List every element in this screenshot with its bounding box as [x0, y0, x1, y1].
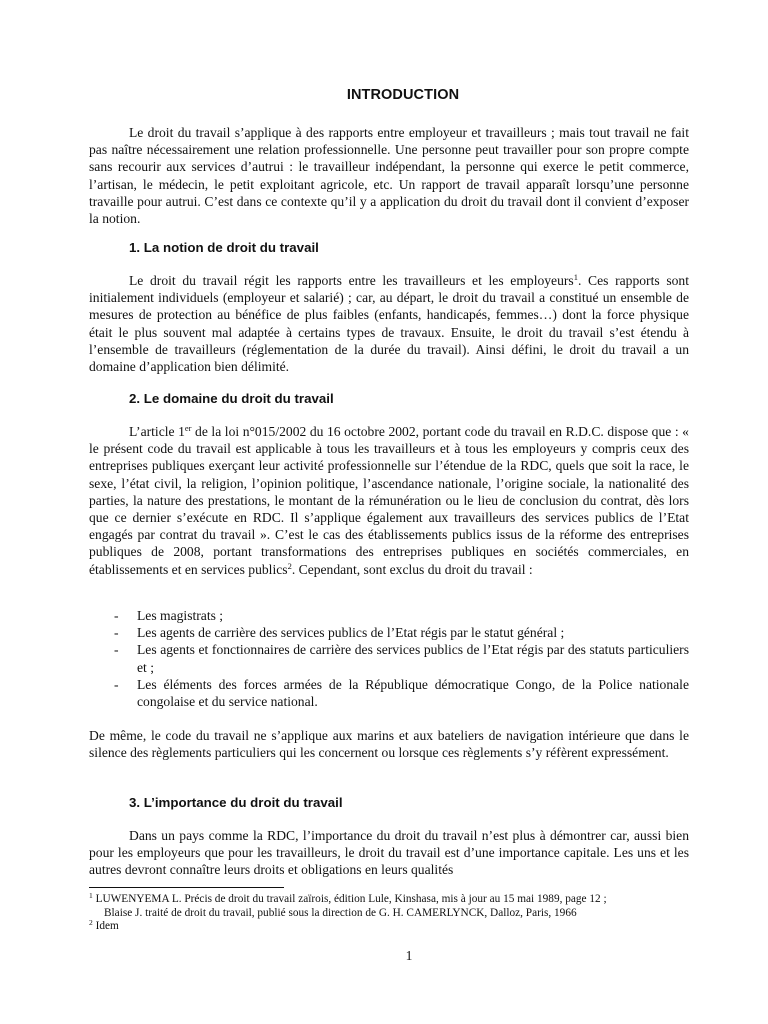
- footnote-2: [89, 920, 709, 934]
- footnote-2-text: Idem: [92, 920, 119, 933]
- domaine-text-middle: de la loi n°015/2002 du 16 octobre 2002, portant code du travail en R.D.C. dispose que : « le présent code du travail est applicable à tous les travailleurs et à tous les employeurs y compris ceux des entreprises publiques exerçant leur activité professionnelle sur l’étendue de la RDC, quels que soit la race, le sexe, l’état civil, la religion, l’opinion politique, l’ascendance nationale, l’origine sociale, la nationalité des parties, la nature des prestations, le montant de la rémunération ou le lieu de conclusion du contrat, dès lors que ce dernier s’exécute en RDC. Il s’applique également aux travailleurs des services publics de l’Etat engagés par contrat du travail ». C’est le cas des établissements publics issus de la réforme des entreprises publiques de 2008, portant transformations des entreprises publiques en sociétés commerciales, en établissements et en services publics: [89, 424, 689, 577]
- notion-text-start: Le droit du travail régit les rapports entre les travailleurs et les employeurs: [129, 273, 574, 288]
- domaine-text-end: . Cependant, sont exclus du droit du travail :: [291, 561, 533, 577]
- page-title: INTRODUCTION: [346, 87, 460, 103]
- notion-text-end: . Ces rapports sont initialement individuels (employeur et salarié) ; car, au départ, le droit du travail a constitué un ensemble de mesures de protection au bénéfice de plus faibles (enfants, handicapés, femmes…) dont la force physique était le plus souvent mal adaptée à certains types de travaux. Ensuite, le droit du travail s’est étendu à l’ensemble de travailleurs (réglementation de la durée du travail). Ainsi défini, le droit du travail a un domaine d’application bien délimité.: [89, 273, 689, 375]
- list-item: [89, 624, 689, 641]
- list-item: [89, 607, 689, 624]
- footnote-1-text: LUWENYEMA L. Précis de droit du travail zaïrois, édition Lule, Kinshasa, mis à jour au 15 mai 1989, page 12 ;: [92, 893, 607, 905]
- dash-bullet: -: [114, 608, 119, 623]
- intro-paragraph: Le droit du travail s’applique à des rapports entre employeur et travailleurs ; mais tout travail ne fait pas naître nécessairement une relation professionnelle. Une personne peut travailler pour son propre compte sans recourir aux services d’autrui : le travailleur indépendant, la personne qui exerce le petit commerce, l’artisan, le médecin, le petit exploitant agricole, etc. Un rapport de travail apparaît lorsqu’une personne travaille pour autrui. C’est dans ce contexte qu’il y a application du droit du travail dont il convient d’exposer la notion.: [89, 125, 689, 227]
- marins-paragraph: De même, le code du travail ne s’applique aux marins et aux bateliers de navigation intérieure que dans le silence des règlements particuliers qui les concernent ou lorsque ces règlements s’y réfèrent expressément.: [89, 728, 689, 761]
- footnote-2-number: 2: [89, 918, 93, 928]
- dash-bullet: -: [114, 625, 119, 641]
- section-heading-notion: 1. La notion de droit du travail: [129, 240, 319, 255]
- domaine-text-start: L’article 1: [129, 424, 185, 439]
- exclusions-list: [89, 607, 689, 710]
- footnotes: [89, 893, 709, 934]
- footnote-1-number: 1: [89, 891, 93, 900]
- section-heading-importance: 3. L’importance du droit du travail: [129, 795, 343, 810]
- importance-paragraph: Dans un pays comme la RDC, l’importance du droit du travail n’est plus à démontrer car, aussi bien pour les employeurs que pour les travailleurs, le droit du travail est d’une importance capitale. Les uns et les autres devront connaître leurs droits et obligations en leurs qualités: [89, 828, 689, 878]
- footnote-1-continuation: Blaise J. traité de droit du travail, publié sous la direction de G. H. CAMERLYNCK, Dalloz, Paris, 1966: [104, 906, 577, 919]
- list-item-text: Les magistrats ;: [137, 608, 224, 623]
- notion-paragraph: [89, 272, 689, 375]
- list-item-text: Les agents de carrière des services publics de l’Etat régis par le statut général ;: [137, 625, 565, 641]
- list-item: [89, 641, 689, 675]
- footnote-ref-1: 1: [573, 272, 578, 282]
- page-number: 1: [405, 948, 413, 963]
- section-heading-domaine: 2. Le domaine du droit du travail: [129, 391, 334, 406]
- footnote-1: [89, 893, 709, 907]
- list-item-text: Les éléments des forces armées de la République démocratique Congo, de la Police nationale congolaise et du service national.: [137, 676, 689, 710]
- list-item-text: Les agents et fonctionnaires de carrière des services publics de l’Etat régis par des statuts particuliers et ;: [137, 642, 689, 675]
- list-item: [89, 676, 689, 710]
- footnote-ref-2: 2: [287, 560, 292, 571]
- superscript-er: er: [184, 423, 192, 433]
- dash-bullet: -: [114, 676, 119, 692]
- dash-bullet: -: [114, 642, 119, 658]
- domaine-paragraph: [89, 423, 689, 578]
- footnote-separator: [89, 887, 284, 888]
